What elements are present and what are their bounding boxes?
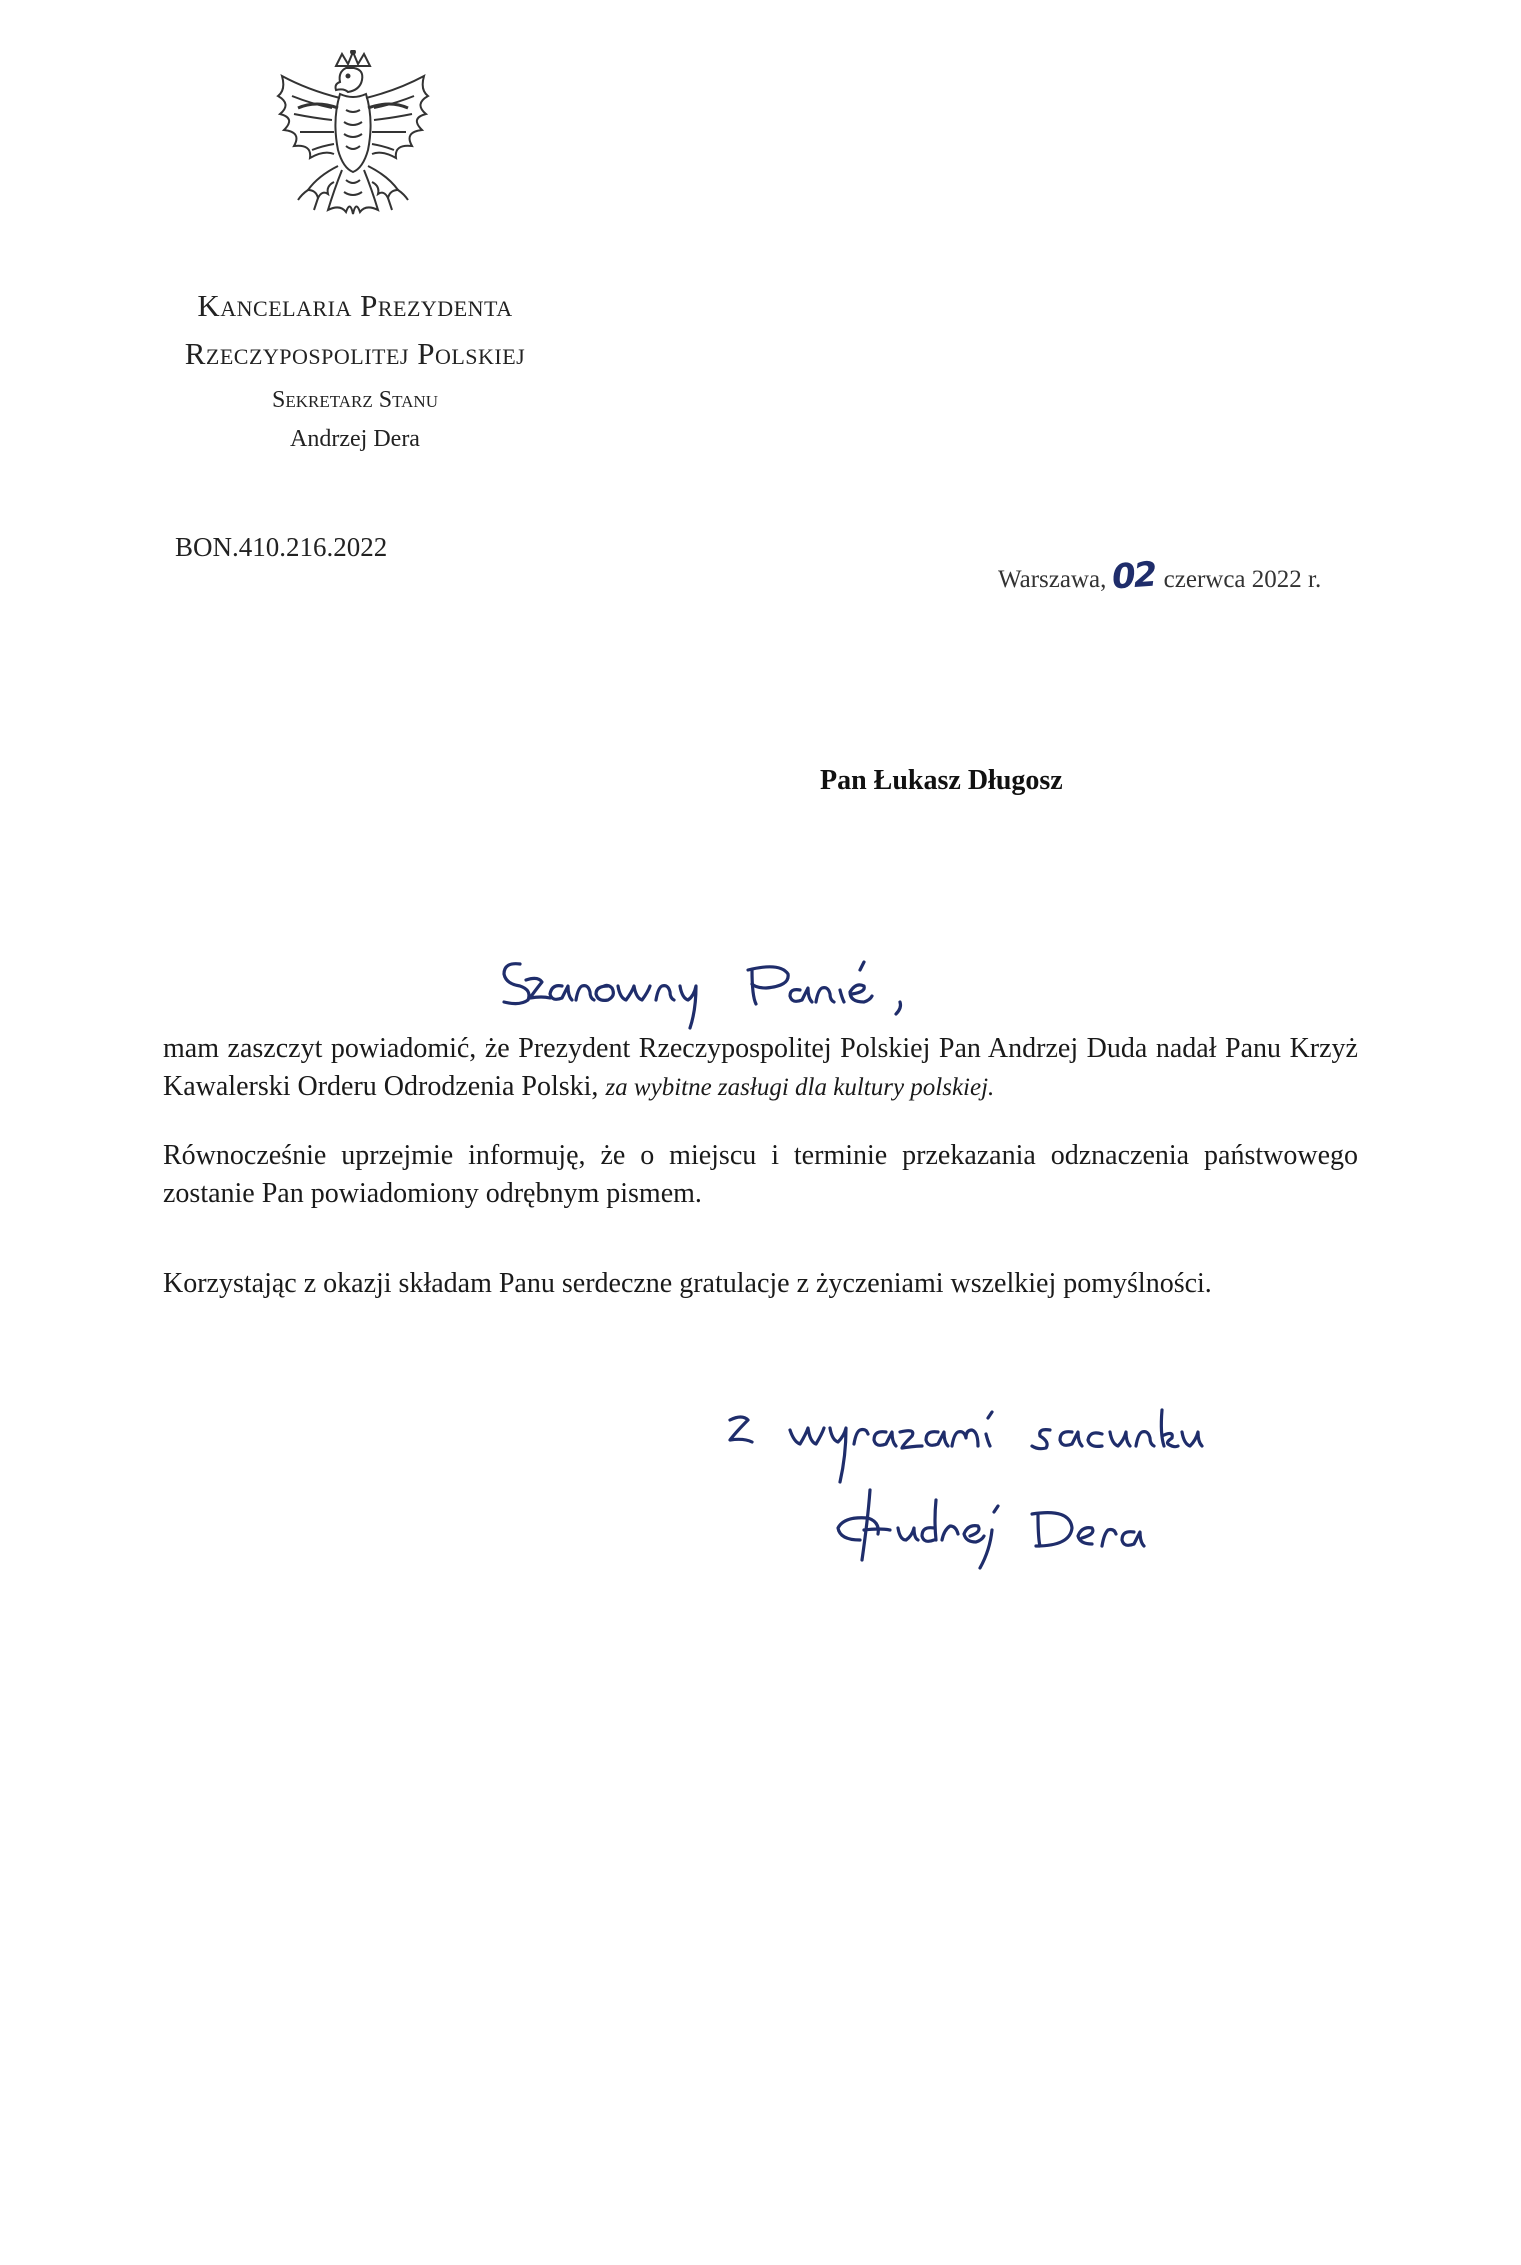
- polish-eagle-emblem-icon: [268, 50, 438, 250]
- date-rest: czerwca 2022 r.: [1163, 566, 1322, 593]
- reference-number: BON.410.216.2022: [175, 532, 388, 562]
- handwritten-salutation: [490, 940, 1050, 1030]
- date-line: [998, 556, 1321, 596]
- signature-handwriting-icon: [720, 1390, 1400, 1570]
- letterhead-country: Rzeczypospolitej Polskiej: [184, 336, 526, 371]
- letterhead: [120, 282, 590, 458]
- letterhead-office: Kancelaria Prezydenta: [197, 288, 513, 323]
- addressee: Pan Łukasz Długosz: [820, 765, 1063, 796]
- letterhead-title: Sekretarz Stanu: [272, 387, 438, 413]
- date-day-handwritten: 02: [1111, 554, 1158, 598]
- date-place: Warszawa,: [998, 566, 1107, 593]
- letter-body: [163, 1030, 1358, 1333]
- body-paragraph-3: Korzystając z okazji składam Panu serdeczne gratulacje z życzeniami wszelkiej pomyślności.: [163, 1268, 1212, 1299]
- handwritten-closing-signature: [720, 1390, 1400, 1570]
- body-paragraph-1-main: mam zaszczyt powiadomić, że Prezydent Rzeczypospolitej Polskiej Pan Andrzej Duda nadał Panu Krzyż Kawalerski Orderu Odrodzenia Polski,: [163, 1033, 1358, 1102]
- letterhead-name: Andrzej Dera: [290, 426, 420, 452]
- body-paragraph-1-italic: za wybitne zasługi dla kultury polskiej.: [605, 1074, 995, 1101]
- body-paragraph-1: [163, 1030, 1358, 1107]
- body-paragraph-2: Równocześnie uprzejmie informuję, że o miejscu i terminie przekazania odznaczenia państwowego zostanie Pan powiadomiony odrębnym pismem.: [163, 1140, 1358, 1209]
